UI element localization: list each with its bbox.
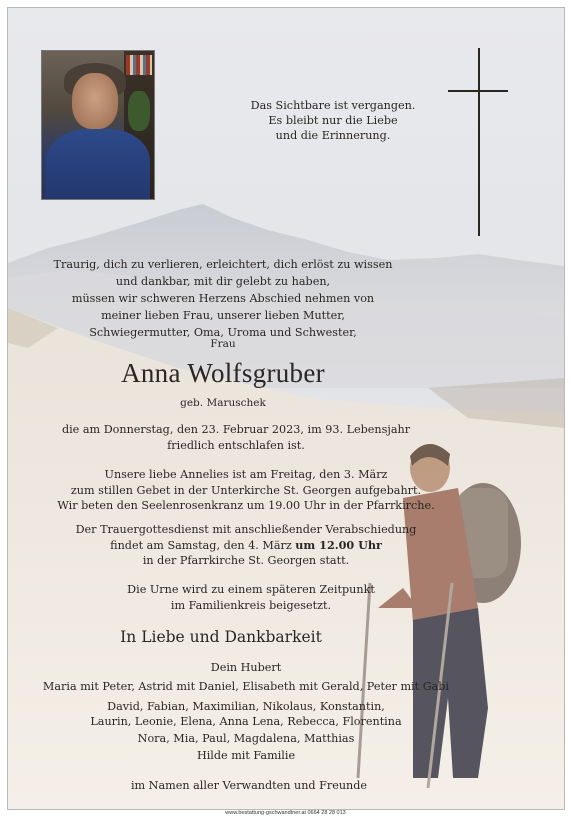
intro-text: Traurig, dich zu verlieren, erleichtert, dich erlöst zu wissen und dankbar, mit dir gelebt zu haben, müssen wir schweren Herzens Abschied nehmen von meiner lieben Frau, unserer lieben Mutter, Schwiegermutter, Oma, Uroma und Schwester, bbox=[53, 258, 393, 339]
footer-contact: www.bestattung-gschwandtner.at 0664 28 28 013 bbox=[225, 810, 346, 816]
relatives-line: im Namen aller Verwandten und Freunde bbox=[130, 779, 368, 792]
family-line: Hilde mit Familie bbox=[196, 749, 296, 762]
motto: Das Sichtbare ist vergangen. Es bleibt nur die Liebe und die Erinnerung. bbox=[250, 99, 416, 142]
portrait-photo bbox=[41, 50, 155, 200]
obituary-card bbox=[7, 7, 565, 810]
family-line: Maria mit Peter, Astrid mit Daniel, Elisabeth mit Gerald, Peter mit Gabi bbox=[42, 680, 450, 693]
urn-notice: Die Urne wird zu einem späteren Zeitpunkt im Familienkreis beigesetzt. bbox=[127, 583, 375, 612]
service-time: um 12.00 Uhr bbox=[295, 537, 382, 552]
family-line: David, Fabian, Maximilian, Nikolaus, Konstantin, bbox=[107, 700, 385, 713]
death-notice: die am Donnerstag, den 23. Februar 2023, im 93. Lebensjahr friedlich entschlafen ist. bbox=[61, 423, 411, 452]
cross-icon bbox=[478, 48, 480, 236]
prayer-notice: Unsere liebe Annelies ist am Freitag, den 3. März zum stillen Gebet in der Unterkirche St. Georgen aufgebahrt. Wir beten den Seelenrosenkranz um 19.00 Uhr in der Pfarrkirche. bbox=[57, 468, 435, 512]
family-line: Nora, Mia, Paul, Magdalena, Matthias bbox=[137, 732, 355, 745]
family-line: Laurin, Leonie, Elena, Anna Lena, Rebecca, Florentina bbox=[90, 715, 402, 728]
cross-icon-bar bbox=[448, 90, 508, 92]
title-prefix: Frau bbox=[210, 338, 236, 350]
birth-name: geb. Maruschek bbox=[180, 397, 266, 409]
deceased-name: Anna Wolfsgruber bbox=[121, 358, 325, 388]
closing-heading: In Liebe und Dankbarkeit bbox=[120, 628, 322, 646]
service-notice: Der Trauergottesdienst mit anschließender Verabschiedung findet am Samstag, den 4. März um 12.00 Uhr in der Pfarrkirche St. Georgen statt. bbox=[75, 523, 417, 567]
family-line: Dein Hubert bbox=[210, 661, 282, 674]
